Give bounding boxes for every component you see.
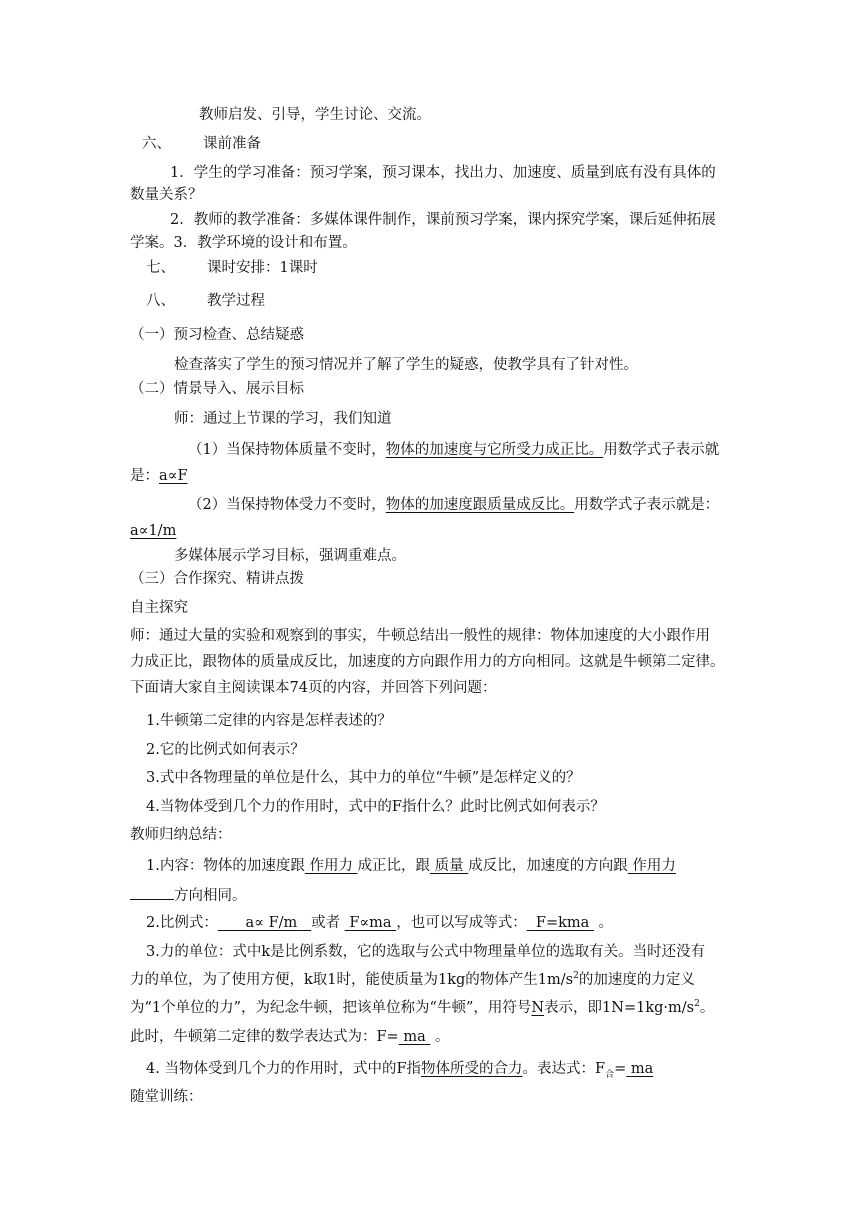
summary-content-cont: 方向相同。 — [130, 883, 247, 906]
prep-item-1-cont: 数量关系？ — [130, 187, 203, 203]
law-point-1-cont: 是：a∝F — [130, 468, 188, 484]
answer-f-prop-ma: F∝ma — [349, 915, 392, 931]
subsection-two-heading: （二）情景导入、展示目标 — [130, 381, 304, 397]
summary-unit-1: 3.力的单位：式中k是比例系数，它的选取与公式中物理量单位的选取有关。当时还没有 — [146, 944, 706, 960]
answer-ma-net: ma — [630, 1061, 654, 1077]
method-text: 教师启发、引导，学生讨论、交流。 — [199, 107, 431, 123]
summary-net-force: 4. 当物体受到几个力的作用时，式中的F指物体所受的合力。表达式：$F_合=$ ma — [146, 1061, 654, 1080]
section-seven-heading: 七、 课时安排：1课时 — [146, 260, 318, 276]
answer-inverse-proportion: 物体的加速度跟质量成反比。 — [385, 497, 575, 513]
newton-law-para-3: 下面请大家自主阅读课本74页的内容，并回答下列问题： — [130, 680, 497, 696]
answer-a-prop-f: a∝F — [159, 468, 188, 484]
law-point-1: （1）当保持物体质量不变时，物体的加速度与它所受力成正比。用数学式子表示就 — [188, 442, 720, 458]
law-point-2: （2）当保持物体受力不变时，物体的加速度跟质量成反比。用数学式子表示就是： — [188, 497, 720, 513]
summary-proportion: 2.比例式： a∝ F/m 或者 F∝ma ，也可以写成等式： F=kma 。 — [146, 915, 614, 931]
section-eight-heading: 八、 教学过程 — [146, 293, 265, 309]
newton-law-para-2: 力成正比，跟物体的质量成反比，加速度的方向跟作用力的方向相同。这就是牛顿第二定律。 — [130, 654, 725, 670]
answer-symbol-n: N — [531, 1000, 545, 1016]
summary-unit-3: 为“1个单位的力”，为纪念牛顿，把该单位称为“牛顿”，用符号N表示，即$1N=1kg\cdot m/s^2$。 — [130, 999, 715, 1016]
answer-force-2: 作用力 — [632, 858, 676, 874]
subsection-one-heading: （一）预习检查、总结疑惑 — [130, 327, 304, 343]
law-point-2-cont — [130, 521, 176, 541]
answer-a-prop-inv-m: a∝1/m — [130, 523, 177, 539]
summary-unit-2: 力的单位，为了使用方便，k取1时，能使质量为1kg的物体产生$1m/s^2$的加速度的力定义 — [130, 971, 695, 988]
question-2: 2.它的比例式如何表示？ — [146, 742, 305, 758]
answer-net-force: 物体所受的合力 — [421, 1061, 523, 1077]
prep-item-1: 1．学生的学习准备：预习学案，预习课本，找出力、加速度、质量到底有没有具体的 — [170, 165, 716, 181]
answer-f-kma: F=kma — [535, 915, 590, 931]
self-study-heading: 自主探究 — [130, 600, 188, 616]
newton-law-para-1: 师：通过大量的实验和观察到的事实，牛顿总结出一般性的规律：物体加速度的大小跟作用 — [130, 628, 710, 644]
summary-content: 1.内容：物体的加速度跟 作用力 成正比，跟 质量 成反比，加速度的方向跟 作用力 — [146, 858, 676, 874]
subsection-three-heading: （三）合作探究、精讲点拨 — [130, 571, 304, 587]
practice-heading: 随堂训练： — [130, 1089, 203, 1105]
answer-mass: 质量 — [434, 858, 464, 874]
answer-direct-proportion: 物体的加速度与它所受力成正比。 — [385, 442, 604, 458]
answer-ma: ma — [403, 1029, 426, 1045]
subsection-one-text: 检查落实了学生的预习情况并了解了学生的疑惑，使教学具有了针对性。 — [174, 357, 638, 373]
underline-blank — [130, 883, 174, 900]
teacher-intro: 师：通过上节课的学习，我们知道 — [174, 411, 392, 427]
answer-a-prop-f-over-m: a∝ F/m — [245, 915, 298, 931]
answer-force-1: 作用力 — [309, 858, 353, 874]
section-six-heading: 六、 课前准备 — [142, 136, 261, 152]
summary-heading: 教师归纳总结： — [130, 827, 232, 843]
prep-item-2-cont: 学案。3．教学环境的设计和布置。 — [130, 235, 357, 251]
prep-item-2: 2．教师的教学准备：多媒体课件制作，课前预习学案，课内探究学案，课后延伸拓展 — [170, 212, 716, 228]
question-3: 3.式中各物理量的单位是什么，其中力的单位“牛顿”是怎样定义的？ — [146, 770, 581, 786]
objectives-text: 多媒体展示学习目标，强调重难点。 — [174, 548, 406, 564]
question-4: 4.当物体受到几个力的作用时，式中的F指什么？此时比例式如何表示？ — [146, 799, 605, 815]
summary-unit-4: 此时，牛顿第二定律的数学表达式为：F= ma 。 — [130, 1029, 450, 1045]
question-1: 1.牛顿第二定律的内容是怎样表述的？ — [146, 713, 392, 729]
